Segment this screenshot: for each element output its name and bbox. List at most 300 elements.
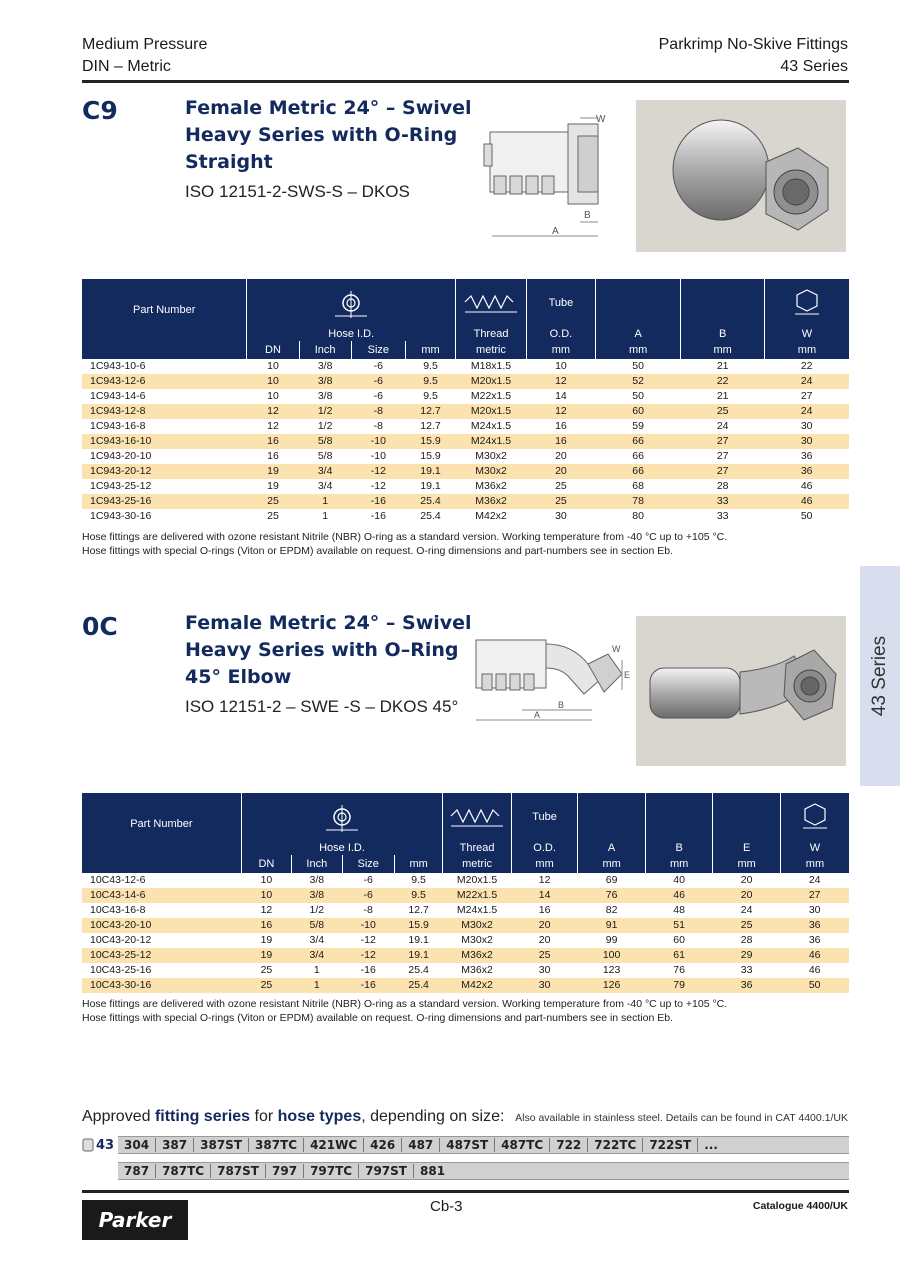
- table-cell: 69: [578, 873, 646, 888]
- hose-type-item: 487: [402, 1138, 440, 1152]
- table-cell: M42x2: [456, 509, 527, 524]
- hose-types-row: [118, 1162, 849, 1180]
- table-cell: 28: [681, 479, 764, 494]
- part-number-cell: 1C943-16-8: [82, 419, 247, 434]
- table-cell: 21: [681, 359, 764, 374]
- title-line: Heavy Series with O–Ring: [185, 639, 459, 661]
- note-line: Hose fittings with special O-rings (Viton or EPDM) available on request. O-ring dimensions and part-numbers see in section Eb.: [82, 1012, 673, 1024]
- table-cell: 82: [578, 903, 646, 918]
- table-cell: 25.4: [394, 963, 442, 978]
- unit-cell: DN: [241, 855, 291, 873]
- table-cell: M22x1.5: [456, 389, 527, 404]
- hose-type-item: 787TC: [156, 1164, 211, 1178]
- table-cell: 9.5: [394, 873, 442, 888]
- table-cell: 9.5: [405, 359, 455, 374]
- w-header-icon-cell: [780, 793, 849, 841]
- table-cell: 68: [595, 479, 681, 494]
- table-row: [82, 419, 849, 434]
- approved-text: , depending on size:: [361, 1108, 505, 1125]
- part-number-cell: 1C943-10-6: [82, 359, 247, 374]
- approved-fitting-series: fitting series: [154, 1108, 251, 1125]
- table-cell: 28: [713, 933, 781, 948]
- unit-cell: mm: [645, 855, 713, 873]
- table-cell: 16: [527, 419, 596, 434]
- table-cell: 10: [527, 359, 596, 374]
- table-cell: 9.5: [394, 888, 442, 903]
- section-code: 0C: [82, 612, 118, 641]
- dim-a-header: A: [595, 327, 681, 341]
- table-cell: 66: [595, 434, 681, 449]
- header-rule: [82, 80, 849, 83]
- table-cell: 12: [247, 404, 299, 419]
- table-cell: 16: [527, 434, 596, 449]
- table-cell: 9.5: [405, 389, 455, 404]
- table-row: [82, 918, 849, 933]
- part-number-cell: 1C943-25-12: [82, 479, 247, 494]
- unit-cell: mm: [511, 855, 578, 873]
- table-row: [82, 978, 849, 993]
- table-cell: 27: [681, 449, 764, 464]
- thread-header-icon-cell: [443, 793, 512, 841]
- hose-type-item: 722: [550, 1138, 588, 1152]
- table-cell: 16: [247, 434, 299, 449]
- hose-bore-icon: [322, 804, 362, 836]
- part-number-header: Part Number: [82, 793, 241, 855]
- hose-type-item: 421WC: [304, 1138, 364, 1152]
- table-cell: 20: [713, 888, 781, 903]
- table-row: [82, 404, 849, 419]
- part-number-cell: 1C943-30-16: [82, 509, 247, 524]
- unit-cell: DN: [247, 341, 299, 359]
- table-cell: 80: [595, 509, 681, 524]
- hose-types-row: [118, 1136, 849, 1154]
- hose-bore-icon: [331, 290, 371, 322]
- unit-cell: mm: [780, 855, 849, 873]
- table-cell: M36x2: [443, 948, 512, 963]
- dim-a-label: A: [552, 226, 559, 237]
- section-code: C9: [82, 96, 118, 125]
- unit-cell: mm: [681, 341, 764, 359]
- spec-table: [82, 793, 849, 993]
- table-row: [82, 464, 849, 479]
- table-cell: 27: [764, 389, 849, 404]
- table-cell: 1/2: [292, 903, 342, 918]
- thread-icon: [463, 290, 519, 314]
- blank-header: [595, 279, 681, 327]
- table-cell: M30x2: [443, 933, 512, 948]
- table-cell: 3/8: [292, 888, 342, 903]
- table-cell: M18x1.5: [456, 359, 527, 374]
- table-cell: 15.9: [405, 434, 455, 449]
- hose-type-item: 797ST: [359, 1164, 414, 1178]
- unit-cell: metric: [443, 855, 512, 873]
- table-cell: M20x1.5: [456, 374, 527, 389]
- header-product-line: Parkrimp No-Skive Fittings: [658, 36, 848, 53]
- table-cell: 19: [241, 933, 291, 948]
- table-cell: 3/8: [299, 359, 351, 374]
- table-cell: 16: [241, 918, 291, 933]
- table-cell: 66: [595, 449, 681, 464]
- section-title: [185, 610, 485, 691]
- table-cell: 76: [645, 963, 713, 978]
- table-cell: 36: [780, 933, 849, 948]
- table-cell: 27: [780, 888, 849, 903]
- table-cell: 40: [645, 873, 713, 888]
- table-cell: 46: [764, 494, 849, 509]
- table-cell: M24x1.5: [456, 419, 527, 434]
- table-cell: 48: [645, 903, 713, 918]
- table-cell: 21: [681, 389, 764, 404]
- table-cell: 76: [578, 888, 646, 903]
- table-cell: 25: [527, 479, 596, 494]
- note-line: Hose fittings are delivered with ozone resistant Nitrile (NBR) O-ring as a standard version. Working temperature from -40 °C up to +105 °C.: [82, 998, 728, 1010]
- unit-cell: Inch: [299, 341, 351, 359]
- unit-cell: mm: [394, 855, 442, 873]
- table-cell: 50: [595, 359, 681, 374]
- unit-cell: mm: [713, 855, 781, 873]
- table-cell: 25: [713, 918, 781, 933]
- table-cell: 16: [511, 903, 578, 918]
- spec-table: [82, 279, 849, 524]
- table-cell: 27: [681, 464, 764, 479]
- table-cell: -6: [351, 374, 405, 389]
- table-row: [82, 389, 849, 404]
- unit-cell: Size: [342, 855, 394, 873]
- table-cell: 36: [780, 918, 849, 933]
- table-cell: 1/2: [299, 419, 351, 434]
- hose-type-item: 722TC: [588, 1138, 643, 1152]
- dim-a-header: A: [578, 841, 646, 855]
- hose-type-item: 304: [118, 1138, 156, 1152]
- table-cell: 33: [713, 963, 781, 978]
- unit-cell: Inch: [292, 855, 342, 873]
- series-badge-label: 43: [96, 1137, 115, 1153]
- tube-header: Tube: [527, 279, 596, 327]
- table-cell: 24: [764, 374, 849, 389]
- hose-id-label: Hose I.D.: [241, 841, 443, 855]
- iso-standard: ISO 12151-2 – SWE -S – DKOS 45°: [185, 697, 459, 716]
- hose-type-item: ...: [704, 1138, 718, 1152]
- table-cell: 36: [764, 449, 849, 464]
- table-cell: 27: [681, 434, 764, 449]
- table-cell: 25: [247, 509, 299, 524]
- table-cell: 22: [764, 359, 849, 374]
- table-cell: 12: [527, 404, 596, 419]
- hose-type-item: 797: [266, 1164, 304, 1178]
- table-cell: 10: [247, 389, 299, 404]
- table-cell: 33: [681, 494, 764, 509]
- table-cell: 25: [241, 963, 291, 978]
- unit-cell: mm: [527, 341, 596, 359]
- table-cell: 78: [595, 494, 681, 509]
- approved-heading: [82, 1108, 504, 1126]
- table-cell: 22: [681, 374, 764, 389]
- table-cell: 9.5: [405, 374, 455, 389]
- table-cell: M36x2: [443, 963, 512, 978]
- table-cell: 25.4: [405, 494, 455, 509]
- table-cell: 60: [595, 404, 681, 419]
- stainless-note: Also available in stainless steel. Details can be found in CAT 4400.1/UK: [515, 1112, 848, 1124]
- side-tab-label: 43 Series: [869, 635, 890, 717]
- table-cell: 79: [645, 978, 713, 993]
- table-cell: 5/8: [292, 918, 342, 933]
- part-number-cell: 1C943-12-8: [82, 404, 247, 419]
- table-cell: 46: [645, 888, 713, 903]
- table-cell: 25.4: [405, 509, 455, 524]
- table-cell: 50: [764, 509, 849, 524]
- hex-nut-icon: [800, 801, 830, 831]
- hose-type-item: 426: [364, 1138, 402, 1152]
- table-cell: 19: [247, 464, 299, 479]
- table-cell: 36: [764, 464, 849, 479]
- table-cell: 24: [764, 404, 849, 419]
- table-cell: 1: [292, 963, 342, 978]
- table-note: [82, 530, 727, 558]
- title-line: Female Metric 24° – Swivel: [185, 97, 472, 119]
- table-cell: 12.7: [405, 404, 455, 419]
- table-row: [82, 374, 849, 389]
- table-cell: 30: [511, 963, 578, 978]
- dim-e-label: E: [624, 670, 631, 680]
- title-line: Female Metric 24° – Swivel: [185, 612, 472, 634]
- table-cell: 12.7: [394, 903, 442, 918]
- table-cell: -6: [351, 389, 405, 404]
- units-row: [82, 341, 849, 359]
- table-body: [82, 359, 849, 524]
- blank-unit: [82, 341, 247, 359]
- part-number-cell: 1C943-12-6: [82, 374, 247, 389]
- unit-cell: mm: [405, 341, 455, 359]
- table-cell: 25: [241, 978, 291, 993]
- table-cell: 19.1: [394, 933, 442, 948]
- table-cell: 46: [764, 479, 849, 494]
- table-row: [82, 494, 849, 509]
- table-row: [82, 434, 849, 449]
- footer-rule: [82, 1190, 849, 1193]
- table-row: [82, 359, 849, 374]
- part-number-cell: 1C943-16-10: [82, 434, 247, 449]
- table-cell: M24x1.5: [456, 434, 527, 449]
- table-cell: 1: [299, 494, 351, 509]
- w-header-icon-cell: [764, 279, 849, 327]
- table-cell: 24: [780, 873, 849, 888]
- table-cell: M22x1.5: [443, 888, 512, 903]
- part-number-cell: 1C943-20-10: [82, 449, 247, 464]
- table-cell: -8: [351, 419, 405, 434]
- dim-b-header: B: [681, 327, 764, 341]
- catalogue-number: Catalogue 4400/UK: [752, 1200, 848, 1212]
- table-cell: 19: [247, 479, 299, 494]
- table-cell: -12: [351, 464, 405, 479]
- hose-type-item: 787ST: [211, 1164, 266, 1178]
- blank-unit: [82, 855, 241, 873]
- blank-header: [681, 279, 764, 327]
- fitting-drawing: [480, 104, 620, 244]
- table-cell: -12: [342, 948, 394, 963]
- table-cell: 10: [247, 374, 299, 389]
- table-cell: 15.9: [405, 449, 455, 464]
- table-cell: -6: [342, 873, 394, 888]
- unit-cell: mm: [764, 341, 849, 359]
- table-cell: 66: [595, 464, 681, 479]
- tube-od-label: O.D.: [527, 327, 596, 341]
- hose-type-item: 387: [156, 1138, 194, 1152]
- table-cell: 46: [780, 963, 849, 978]
- table-cell: 19.1: [405, 464, 455, 479]
- table-cell: 61: [645, 948, 713, 963]
- table-cell: 25: [511, 948, 578, 963]
- table-cell: 10: [241, 888, 291, 903]
- hose-id-header: [241, 793, 443, 841]
- blank-header: [578, 793, 646, 841]
- header-category: Medium Pressure: [82, 36, 208, 53]
- table-cell: M30x2: [456, 464, 527, 479]
- approved-hose-types: hose types: [277, 1108, 362, 1125]
- table-cell: M30x2: [443, 918, 512, 933]
- table-cell: 25: [527, 494, 596, 509]
- table-cell: 19.1: [405, 479, 455, 494]
- dim-b-header: B: [645, 841, 713, 855]
- hose-type-item: 487ST: [440, 1138, 495, 1152]
- table-row: [82, 888, 849, 903]
- table-cell: 16: [247, 449, 299, 464]
- table-cell: -8: [342, 903, 394, 918]
- part-number-header: Part Number: [82, 279, 247, 341]
- blank-header: [713, 793, 781, 841]
- thread-header-icon-cell: [456, 279, 527, 327]
- dim-b-label: B: [584, 210, 591, 221]
- table-cell: 3/8: [299, 389, 351, 404]
- table-cell: 19: [241, 948, 291, 963]
- table-cell: 20: [511, 918, 578, 933]
- title-line: 45° Elbow: [185, 666, 292, 688]
- table-cell: M36x2: [456, 479, 527, 494]
- table-cell: 3/8: [292, 873, 342, 888]
- table-cell: 12: [247, 419, 299, 434]
- table-cell: 14: [527, 389, 596, 404]
- table-cell: 12: [527, 374, 596, 389]
- table-cell: 91: [578, 918, 646, 933]
- elbow-fitting-photo: [636, 616, 846, 766]
- fitting-icon: [82, 1136, 96, 1154]
- part-number-cell: 10C43-14-6: [82, 888, 241, 903]
- table-cell: 19.1: [394, 948, 442, 963]
- part-number-cell: 10C43-25-12: [82, 948, 241, 963]
- note-line: Hose fittings are delivered with ozone resistant Nitrile (NBR) O-ring as a standard version. Working temperature from -40 °C up to +105 °C.: [82, 531, 728, 543]
- table-cell: 60: [645, 933, 713, 948]
- table-cell: 3/8: [299, 374, 351, 389]
- table-cell: 24: [713, 903, 781, 918]
- series-side-tab[interactable]: [860, 566, 900, 786]
- table-cell: 100: [578, 948, 646, 963]
- approved-text: Approved: [82, 1108, 155, 1125]
- title-line: Heavy Series with O-Ring: [185, 124, 458, 146]
- table-row: [82, 933, 849, 948]
- table-cell: 5/8: [299, 434, 351, 449]
- dim-w-label: W: [612, 644, 621, 654]
- part-number-cell: 10C43-20-12: [82, 933, 241, 948]
- table-cell: 20: [713, 873, 781, 888]
- series-badge: [82, 1134, 118, 1156]
- table-note: [82, 997, 727, 1025]
- table-row: [82, 963, 849, 978]
- table-cell: -16: [342, 978, 394, 993]
- approved-text: for: [250, 1108, 278, 1125]
- table-cell: -16: [351, 494, 405, 509]
- table-cell: 30: [511, 978, 578, 993]
- blank-header: [645, 793, 713, 841]
- table-cell: 123: [578, 963, 646, 978]
- table-cell: 3/4: [299, 464, 351, 479]
- table-cell: 12: [511, 873, 578, 888]
- part-number-cell: 1C943-14-6: [82, 389, 247, 404]
- table-row: [82, 479, 849, 494]
- table-cell: 99: [578, 933, 646, 948]
- table-cell: 1/2: [299, 404, 351, 419]
- table-cell: 52: [595, 374, 681, 389]
- part-number-cell: 1C943-20-12: [82, 464, 247, 479]
- unit-cell: Size: [351, 341, 405, 359]
- iso-standard: ISO 12151-2-SWS-S – DKOS: [185, 182, 410, 201]
- table-cell: 36: [713, 978, 781, 993]
- table-cell: -12: [342, 933, 394, 948]
- part-number-cell: 10C43-30-16: [82, 978, 241, 993]
- hex-nut-icon: [792, 287, 822, 317]
- table-cell: 1: [299, 509, 351, 524]
- table-cell: -10: [342, 918, 394, 933]
- table-cell: 30: [527, 509, 596, 524]
- note-line: Hose fittings with special O-rings (Viton or EPDM) available on request. O-ring dimensions and part-numbers see in section Eb.: [82, 545, 673, 557]
- table-cell: 30: [780, 903, 849, 918]
- table-cell: -12: [351, 479, 405, 494]
- table-cell: 15.9: [394, 918, 442, 933]
- table-cell: 20: [527, 464, 596, 479]
- table-cell: M24x1.5: [443, 903, 512, 918]
- fitting-photo: [636, 100, 846, 252]
- hose-type-item: 881: [420, 1164, 446, 1178]
- table-body: [82, 873, 849, 993]
- hose-id-header: [247, 279, 456, 327]
- table-cell: -16: [351, 509, 405, 524]
- table-cell: -10: [351, 434, 405, 449]
- table-cell: -10: [351, 449, 405, 464]
- unit-cell: metric: [456, 341, 527, 359]
- table-cell: 10: [241, 873, 291, 888]
- table-row: [82, 903, 849, 918]
- part-number-cell: 10C43-12-6: [82, 873, 241, 888]
- hose-type-item: 387ST: [194, 1138, 249, 1152]
- table-row: [82, 873, 849, 888]
- parker-logo: Parker: [82, 1200, 188, 1240]
- dim-e-header: E: [713, 841, 781, 855]
- table-cell: M36x2: [456, 494, 527, 509]
- page-number: Cb-3: [430, 1198, 463, 1215]
- table-cell: 46: [780, 948, 849, 963]
- part-number-cell: 10C43-25-16: [82, 963, 241, 978]
- table-cell: -16: [342, 963, 394, 978]
- table-cell: 25: [681, 404, 764, 419]
- table-cell: 1: [292, 978, 342, 993]
- table-row: [82, 948, 849, 963]
- table-cell: 29: [713, 948, 781, 963]
- table-cell: 50: [780, 978, 849, 993]
- table-cell: -6: [351, 359, 405, 374]
- table-cell: 59: [595, 419, 681, 434]
- table-cell: M20x1.5: [456, 404, 527, 419]
- hose-type-item: 387TC: [249, 1138, 304, 1152]
- table-cell: 5/8: [299, 449, 351, 464]
- table-cell: 30: [764, 434, 849, 449]
